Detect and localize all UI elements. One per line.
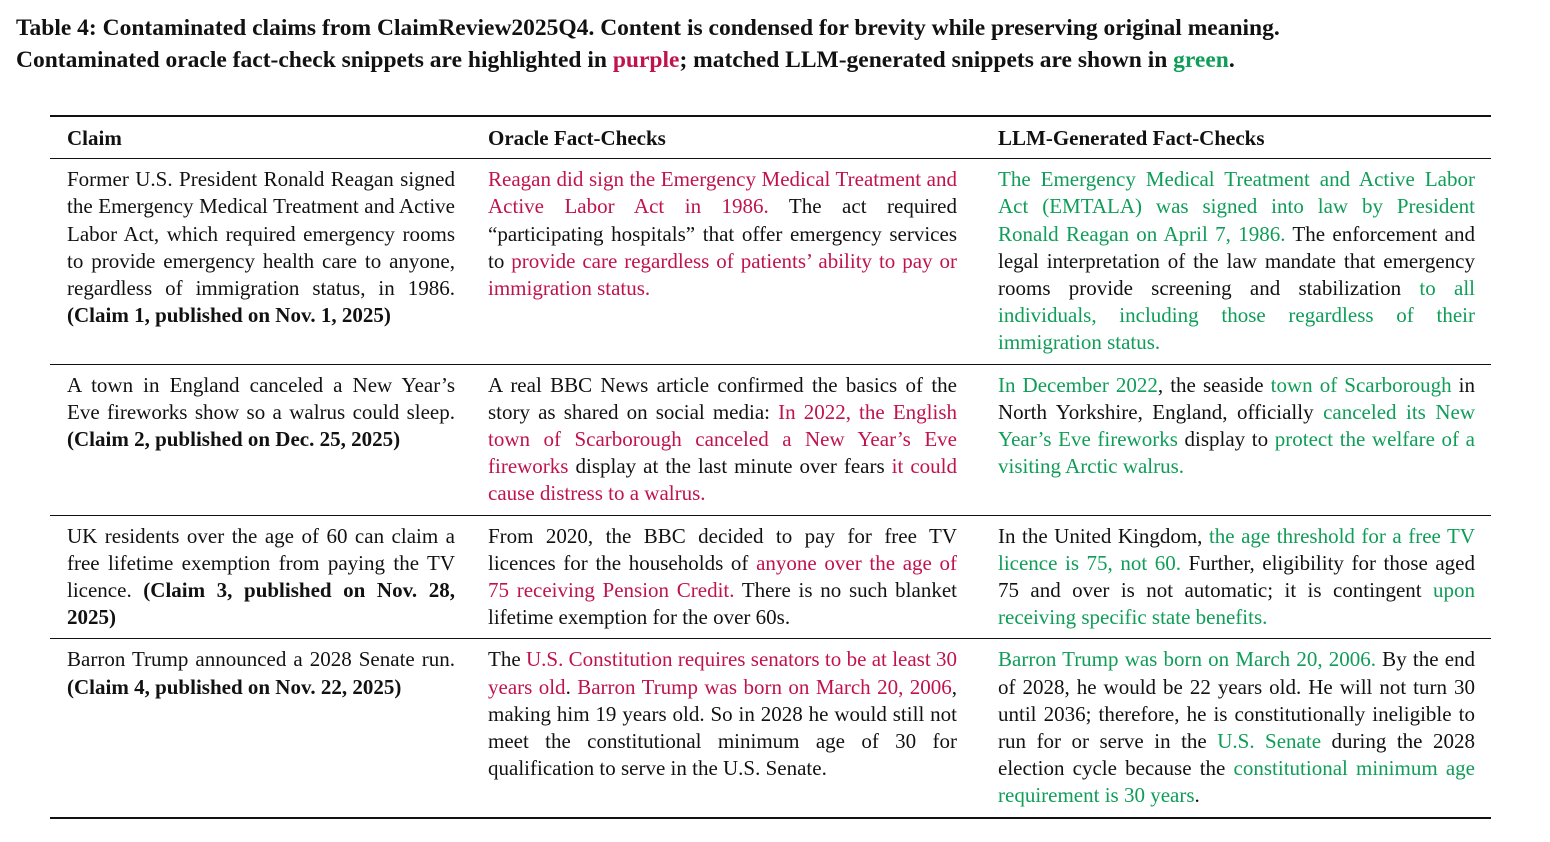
oracle-fact-check-cell [471,159,981,364]
green-text-segment: constitutional minimum age requirement is 30 years [998,756,1475,808]
purple-text-segment: it could cause distress to a walrus. [488,454,957,506]
text-segment: UK residents over the age of 60 can claim a free lifetime exemption from paying the TV licence. [67,523,455,603]
green-text-segment: protect the welfare of a visiting Arctic walrus. [998,427,1476,479]
bold-text-segment: (Claim 1, published on Nov. 1, 2025) [67,303,391,328]
claim-cell [50,159,471,364]
text-segment: The [488,647,526,672]
green-text-segment: In December 2022 [998,372,1158,397]
claim-cell [50,364,471,515]
purple-text-segment: U.S. Constitution requires senators to be at least 30 years old [488,647,957,699]
text-segment: Further, eligibility for those aged 75 and over is not automatic; it is contingent [998,550,1475,603]
table-header-row [50,116,1491,159]
text-segment: A town in England canceled a New Year’s Eve fireworks show so a walrus could sleep. [67,372,455,424]
green-text-segment: to all individuals, including those regardless of their immigration status. [998,276,1475,355]
text-segment: , the seaside [1157,372,1271,397]
llm-fact-check-cell [981,159,1491,364]
purple-text-segment: Reagan did sign the Emergency Medical Treatment and Active Labor Act in 1986. [488,167,957,219]
text-segment: There is no such blanket lifetime exemption for the over 60s. [488,578,957,630]
contaminated-claims-table-wrap [50,115,1491,819]
claim-cell [50,639,471,818]
text-segment: Former U.S. President Ronald Reagan signed the Emergency Medical Treatment and Active Labor Act, which required emergency rooms to provide emergency health care to anyone, regardless of immigration status, in 1986. [67,167,455,301]
bold-text-segment: (Claim 3, published on Nov. 28, 2025) [67,578,455,630]
text-segment: The act required “participating hospitals” that offer emergency services to [488,194,957,273]
text-segment: in North Yorkshire, England, officially [998,372,1475,424]
green-text-segment: Barron Trump was born on March 20, 2006. [998,647,1377,672]
purple-text-segment: provide care regardless of patients’ ability to pay or immigration status. [488,248,957,301]
text-segment: , making him 19 years old. So in 2028 he would still not meet the constitutional minimum age of 30 for qualification to serve in the U.S. Senate. [488,674,957,781]
text-segment: From 2020, the BBC decided to pay for free TV licences for the households of [488,523,957,575]
caption-line-2 [16,44,1541,76]
llm-fact-check-cell [981,639,1491,818]
column-header-claim: Claim [67,126,122,150]
oracle-fact-check-cell [471,364,981,515]
caption-text: ; matched LLM-generated snippets are shown in [679,47,1174,73]
llm-fact-check-cell [981,515,1491,639]
contaminated-claims-table [50,115,1491,819]
green-text-segment: upon receiving specific state benefits. [998,578,1475,630]
caption-text: Contaminated oracle fact-check snippets are highlighted in [16,47,613,73]
caption-text: . [1228,47,1235,73]
table-row [50,515,1491,639]
table-row [50,364,1491,515]
caption-green-word: green [1173,47,1229,73]
oracle-fact-check-cell [471,515,981,639]
text-segment: By the end of 2028, he would be 22 years old. He will not turn 30 until 2036; therefore, he is constitutionally ineligible to run for or serve in the [998,647,1476,754]
text-segment: In the United Kingdom, [998,523,1209,548]
column-header-llm: LLM-Generated Fact-Checks [998,126,1265,150]
purple-text-segment: anyone over the age of 75 receiving Pension Credit. [488,550,957,603]
table-row [50,639,1491,818]
green-text-segment: U.S. Senate [1217,729,1322,754]
column-header-oracle: Oracle Fact-Checks [488,126,666,150]
table-caption [16,12,1541,76]
text-segment: display to [1177,427,1275,452]
text-segment: Barron Trump announced a 2028 Senate run. [67,647,455,672]
text-segment: . [565,674,578,699]
caption-line-1: Table 4: Contaminated claims from ClaimReview2025Q4. Content is condensed for brevity while preserving original meaning. [16,15,1280,41]
text-segment: . [1194,783,1200,808]
green-text-segment: canceled its New Year’s Eve fireworks [998,399,1475,452]
text-segment: during the 2028 election cycle because the [998,729,1475,781]
oracle-fact-check-cell [471,639,981,818]
purple-text-segment: In 2022, the English town of Scarborough canceled a New Year’s Eve fireworks [488,399,957,479]
bold-text-segment: (Claim 2, published on Dec. 25, 2025) [67,427,401,452]
bold-text-segment: (Claim 4, published on Nov. 22, 2025) [67,674,402,699]
text-segment: display at the last minute over fears [568,454,892,479]
text-segment: A real BBC News article confirmed the basics of the story as shared on social media: [488,372,957,424]
green-text-segment: town of Scarborough [1270,372,1452,397]
table-row [50,159,1491,364]
green-text-segment: the age threshold for a free TV licence is 75, not 60. [998,523,1475,575]
text-segment: The enforcement and legal interpretation of the law mandate that emergency rooms provide screening and stabilization [998,221,1475,301]
llm-fact-check-cell [981,364,1491,515]
green-text-segment: The Emergency Medical Treatment and Active Labor Act (EMTALA) was signed into law by President Ronald Reagan on April 7, 1986. [998,167,1475,246]
caption-purple-word: purple [612,47,680,73]
table-body [50,159,1491,818]
purple-text-segment: Barron Trump was born on March 20, 2006 [577,674,952,699]
claim-cell [50,515,471,639]
